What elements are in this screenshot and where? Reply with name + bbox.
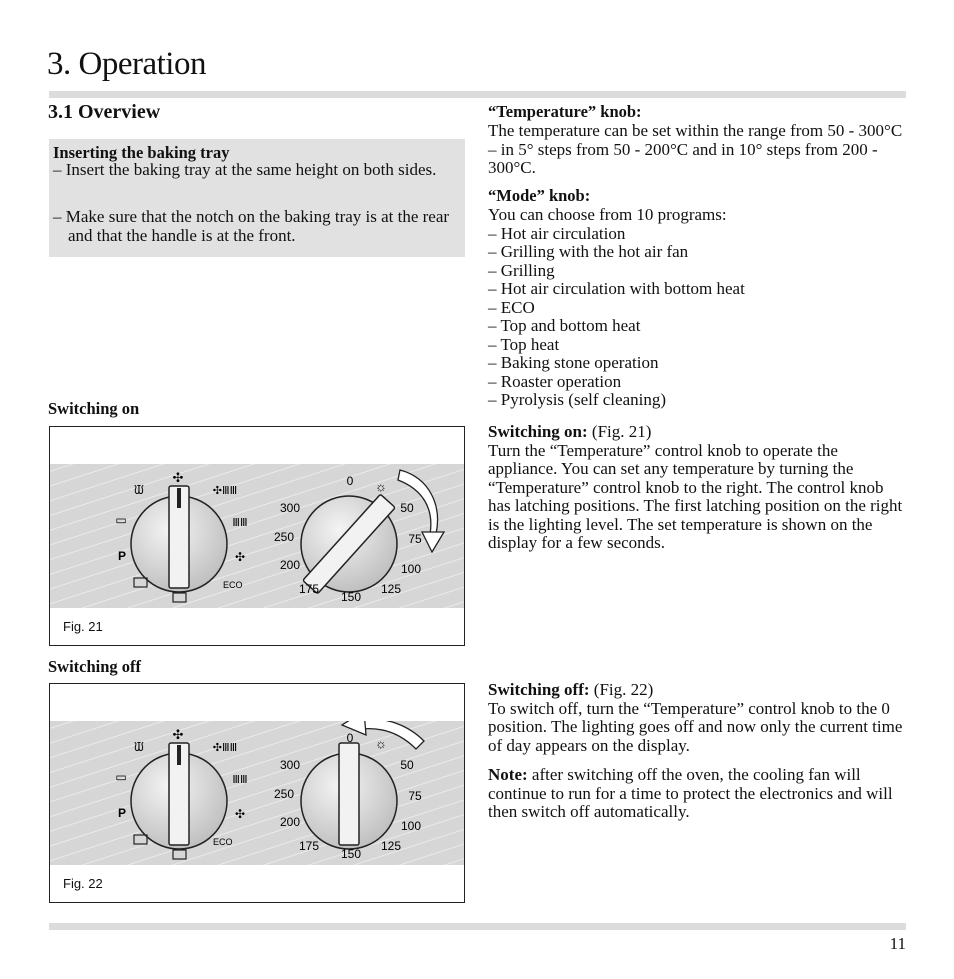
scale-label: 150: [340, 847, 362, 861]
note-text: after switching off the oven, the cooling fan will continue to run for a time to protect the electronics and will then switch off automatically.: [488, 765, 893, 821]
scale-label: 50: [400, 758, 414, 772]
scale-label: 200: [279, 558, 301, 572]
list-item: – Roaster operation: [488, 371, 622, 391]
switching-on-heading: Switching on: [48, 399, 140, 418]
eco-label: ECO: [223, 580, 243, 590]
switching-off-text: To switch off, turn the “Temperature” control knob to the 0 position. The lighting goes off and now only the current time of day appears on the display.: [488, 698, 903, 755]
figure-21: [49, 426, 465, 646]
list-item: – ECO: [488, 297, 535, 317]
list-item: – Grilling with the hot air fan: [488, 242, 689, 261]
scale-label: 0: [346, 731, 354, 745]
top-divider: [49, 91, 906, 98]
top-heat-icon: ▭: [115, 513, 127, 527]
fan-bottom-icon: ✣: [234, 807, 246, 821]
scale-label: 175: [298, 582, 320, 596]
scale-label: 100: [400, 562, 422, 576]
fan-grill-icon: ᙡ: [134, 483, 144, 497]
control-panel-illustration: [50, 464, 464, 608]
figure-22: [49, 683, 465, 903]
light-icon: ☼: [375, 479, 387, 494]
temperature-knob-text: The temperature can be set within the range from 50 - 300°C – in 5° steps from 50 - 200°C and in 10° steps from 200 - 300°C.: [488, 121, 903, 177]
grill-icon: ⅢⅢ: [232, 774, 248, 786]
note-section: [488, 766, 908, 822]
list-item: – Grilling: [488, 260, 555, 280]
baking-tray-box: [49, 139, 465, 257]
fan-icon: ✣: [172, 470, 184, 485]
figure-label: Fig. 22: [63, 876, 103, 891]
switching-on-section: [488, 423, 908, 553]
scale-label: 0: [346, 474, 354, 488]
chapter-title: 3. Operation: [47, 46, 206, 82]
section-title: 3.1 Overview: [48, 101, 161, 123]
program-list: [488, 225, 908, 410]
switching-on-label: Switching on:: [488, 422, 588, 441]
scale-label: 300: [279, 501, 301, 515]
control-panel-illustration: [50, 721, 464, 865]
tray-item: – Make sure that the notch on the baking tray is at the rear and that the handle is at the front.: [53, 207, 450, 245]
page-number: 11: [889, 934, 906, 953]
temperature-knob-heading: “Temperature” knob:: [488, 102, 642, 121]
grill-icon: ⅢⅢ: [232, 517, 248, 529]
figure-reference: (Fig. 21): [587, 422, 652, 441]
scale-label: 100: [400, 819, 422, 833]
list-item: – Hot air circulation: [488, 223, 626, 243]
temperature-knob-handle: [339, 743, 359, 845]
scale-label: 175: [298, 839, 320, 853]
switching-on-text: Turn the “Temperature” control knob to operate the appliance. You can set any temperature by turning the “Temperature” control knob to the right. The control knob has latching positions. The first latching position on the right is the lighting level. The set temperature is shown on the display for a few seconds.: [488, 440, 903, 552]
note-label: Note:: [488, 765, 528, 784]
temperature-knob-section: [488, 102, 908, 178]
scale-label: 50: [400, 501, 414, 515]
scale-label: 125: [380, 839, 402, 853]
pyrolysis-icon: P: [117, 549, 127, 563]
list-item: – Top heat: [488, 334, 560, 354]
pyrolysis-icon: P: [117, 806, 127, 820]
scale-label: 150: [340, 590, 362, 604]
scale-label: 250: [273, 787, 295, 801]
list-item: – Hot air circulation with bottom heat: [488, 279, 745, 298]
list-item: – Pyrolysis (self cleaning): [488, 390, 666, 409]
scale-label: 200: [279, 815, 301, 829]
fan-grill-heat-icon: ✣ⅢⅢ: [212, 485, 238, 497]
mode-knob-heading: “Mode” knob:: [488, 186, 591, 205]
fan-icon: ✣: [172, 727, 184, 742]
scale-label: 250: [273, 530, 295, 544]
scale-label: 125: [380, 582, 402, 596]
switching-off-heading: Switching off: [48, 657, 142, 676]
figure-reference: (Fig. 22): [589, 680, 654, 699]
mode-knob-intro: You can choose from 10 programs:: [488, 205, 727, 224]
switching-off-section: [488, 681, 908, 755]
switching-off-label: Switching off:: [488, 680, 590, 699]
tray-heading: Inserting the baking tray: [53, 143, 230, 162]
tray-item: – Insert the baking tray at the same height on both sides.: [53, 160, 437, 179]
bottom-divider: [49, 923, 906, 930]
scale-label: 75: [408, 789, 422, 803]
list-item: – Baking stone operation: [488, 353, 659, 372]
fan-grill-heat-icon: ✣ⅢⅢ: [212, 742, 238, 754]
mode-knob-section: [488, 186, 908, 410]
figure-label: Fig. 21: [63, 619, 103, 634]
eco-label: ECO: [213, 837, 233, 847]
top-heat-icon: ▭: [115, 770, 127, 784]
list-item: – Top and bottom heat: [488, 316, 641, 335]
fan-bottom-icon: ✣: [234, 550, 246, 564]
scale-label: 300: [279, 758, 301, 772]
scale-label: 75: [408, 532, 422, 546]
fan-grill-icon: ᙡ: [134, 740, 144, 754]
light-icon: ☼: [375, 736, 387, 751]
